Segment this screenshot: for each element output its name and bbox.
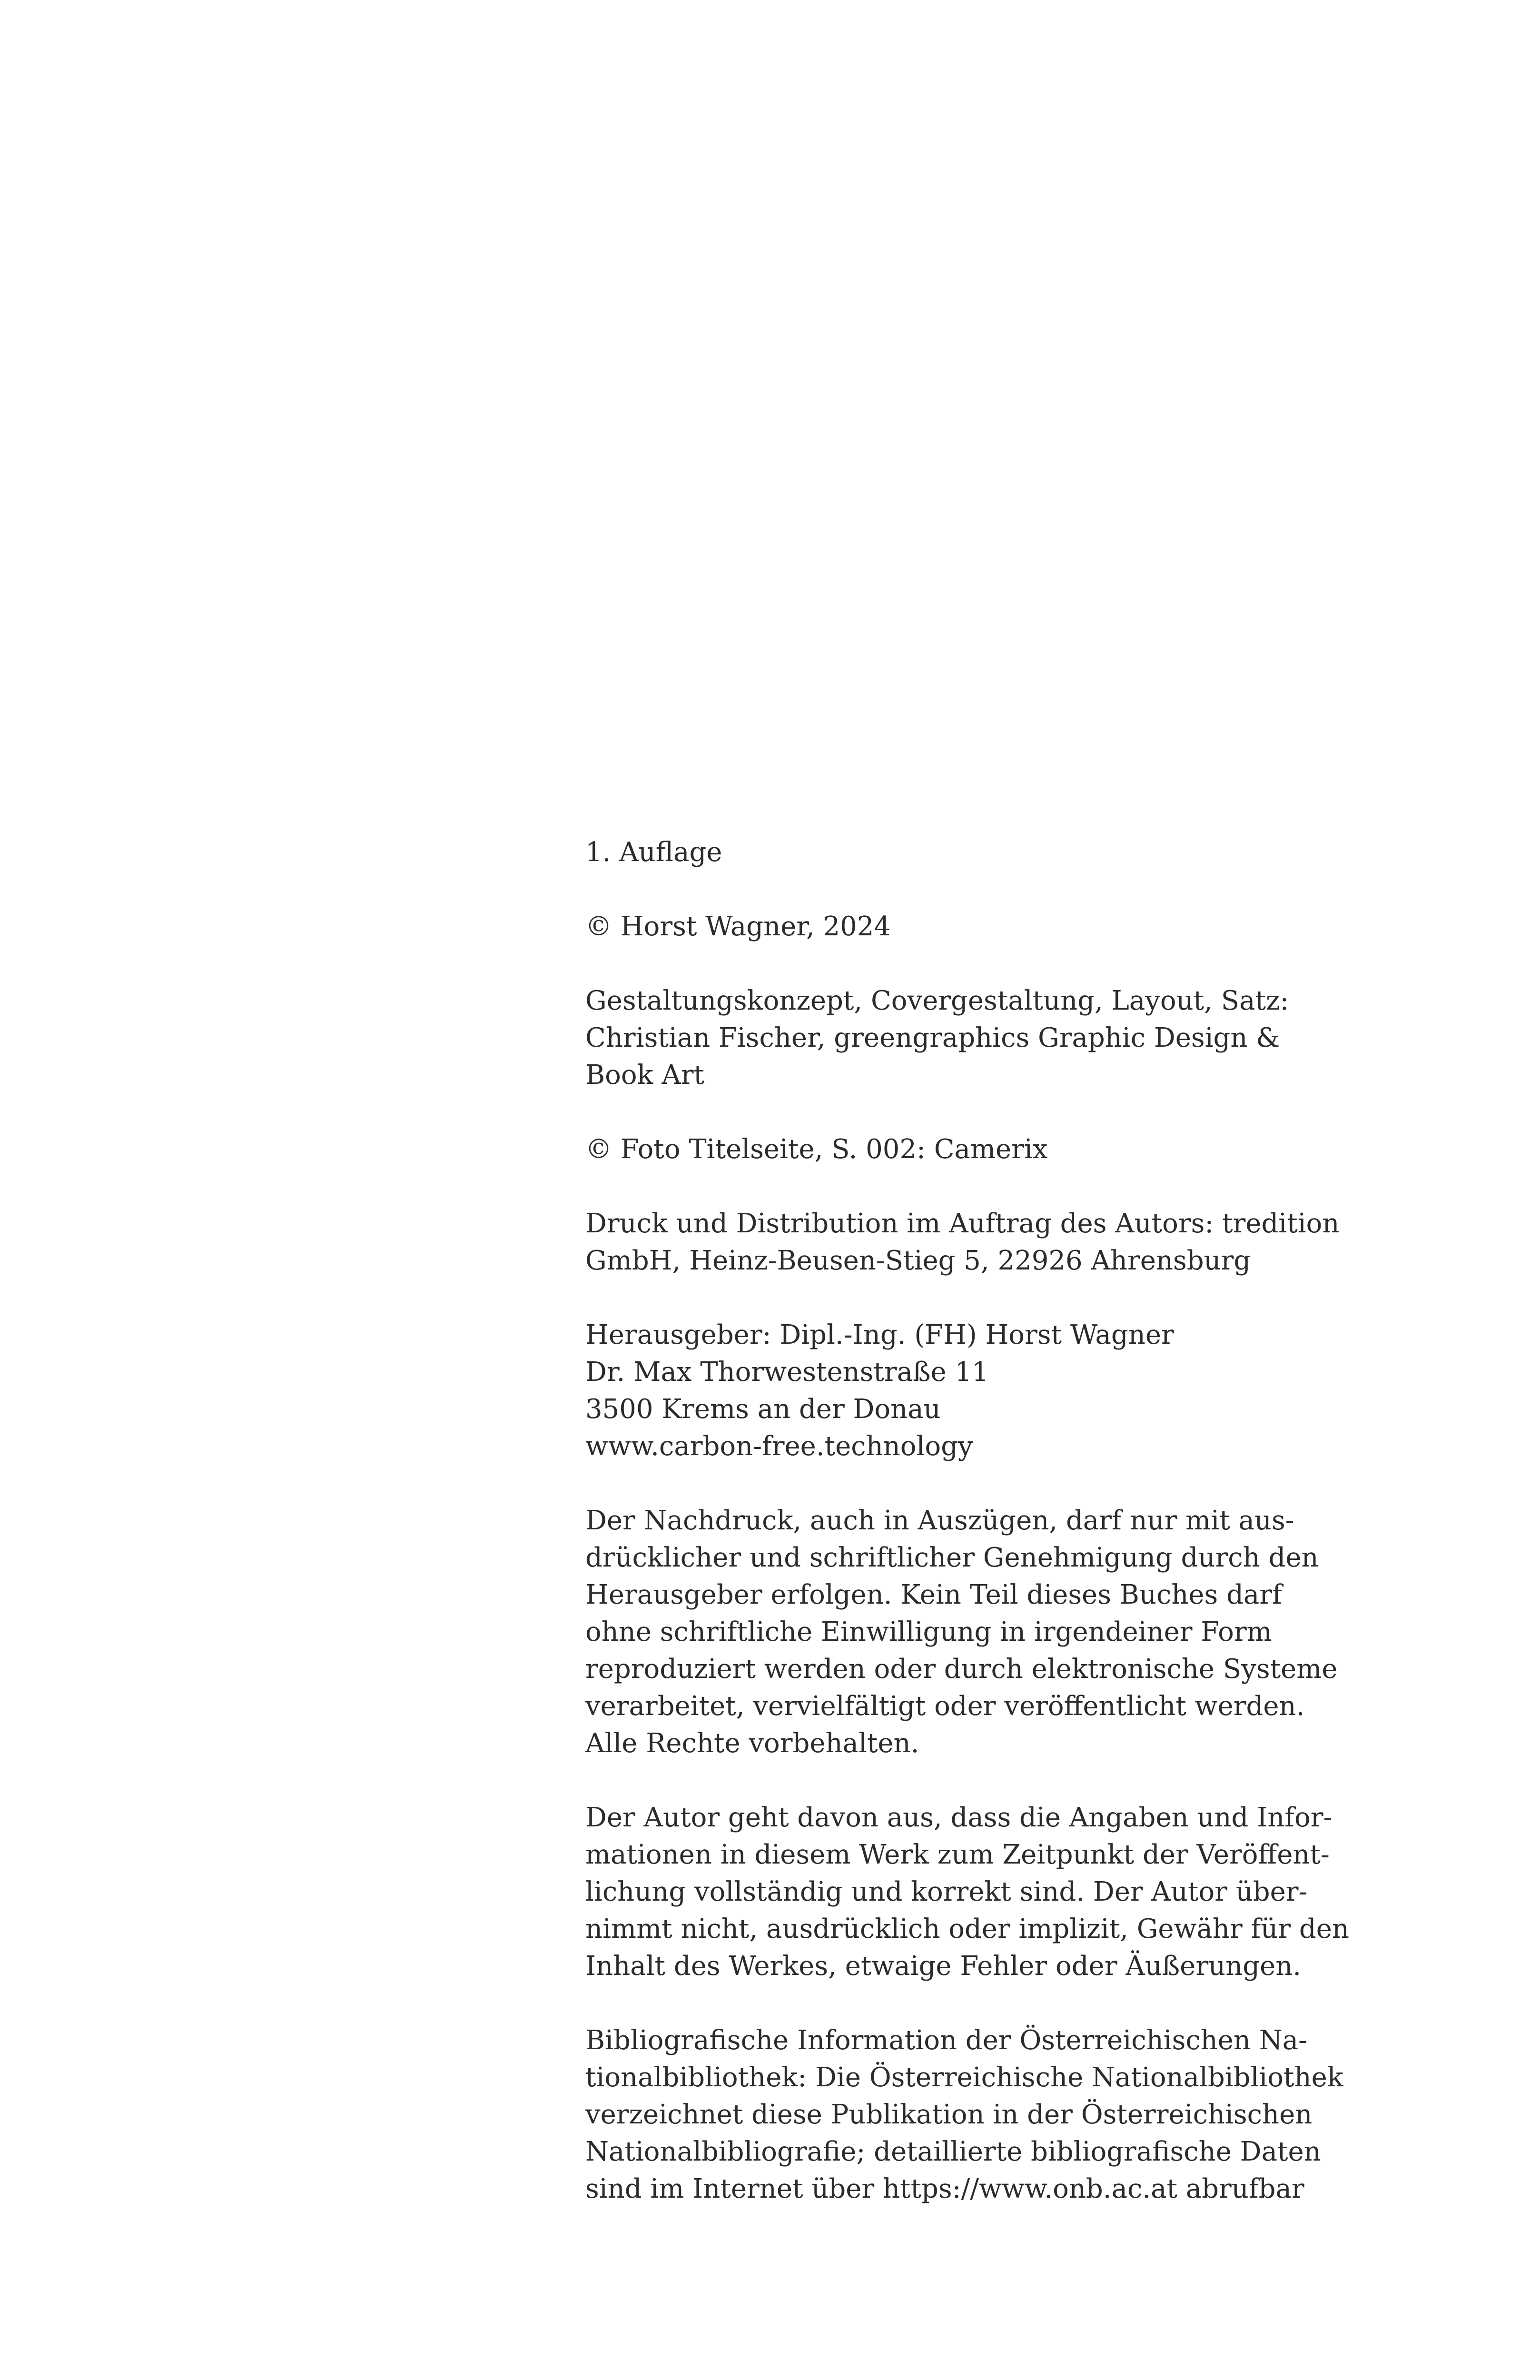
text-line: lichung vollständig und korrekt sind. Der Autor über-	[585, 1876, 1308, 1907]
printing-note	[585, 1205, 1340, 1279]
reprint-notice	[585, 1502, 1338, 1762]
text-line: Herausgeber: Dipl.-Ing. (FH) Horst Wagner	[585, 1319, 1174, 1350]
text-line: Bibliografische Information der Österreichischen Na-	[585, 2025, 1308, 2056]
edition-note	[585, 834, 1328, 871]
text-line: mationen in diesem Werk zum Zeitpunkt der Veröffent-	[585, 1839, 1330, 1870]
text-line: Inhalt des Werkes, etwaige Fehler oder Äußerungen.	[585, 1951, 1302, 1982]
imprint-text	[585, 834, 1349, 2245]
text-line: GmbH, Heinz-Beusen-Stieg 5, 22926 Ahrensburg	[585, 1245, 1251, 1276]
text-line: ohne schriftliche Einwilligung in irgendeiner Form	[585, 1616, 1272, 1647]
text-line: © Foto Titelseite, S. 002: Camerix	[585, 1134, 1048, 1165]
text-line: Gestaltungskonzept, Covergestaltung, Layout, Satz:	[585, 985, 1289, 1016]
text-line: tionalbibliothek: Die Österreichische Nationalbibliothek	[585, 2062, 1343, 2093]
disclaimer-notice	[585, 1799, 1349, 1985]
text-line: verarbeitet, vervielfältigt oder veröffentlicht werden.	[585, 1691, 1305, 1722]
text-line: 1. Auflage	[585, 837, 722, 868]
bibliography-notice	[585, 2022, 1343, 2208]
text-line: nimmt nicht, ausdrücklich oder implizit, Gewähr für den	[585, 1914, 1349, 1944]
photo-credit	[585, 1131, 1328, 1168]
publisher-address	[585, 1317, 1328, 1465]
text-line: © Horst Wagner, 2024	[585, 911, 891, 942]
text-line: Book Art	[585, 1060, 705, 1091]
text-line: Dr. Max Thorwestenstraße 11	[585, 1357, 989, 1388]
text-line: reproduziert werden oder durch elektronische Systeme	[585, 1654, 1338, 1685]
text-line: 3500 Krems an der Donau	[585, 1394, 941, 1425]
text-line: drücklicher und schriftlicher Genehmigung durch den	[585, 1542, 1319, 1573]
website-link[interactable]: www.carbon-free.technology	[585, 1431, 973, 1462]
text-line: Der Nachdruck, auch in Auszügen, darf nur mit aus-	[585, 1505, 1294, 1536]
text-line: verzeichnet diese Publikation in der Österreichischen	[585, 2099, 1313, 2130]
text-line: Herausgeber erfolgen. Kein Teil dieses Buches darf	[585, 1579, 1282, 1610]
text-line: Druck und Distribution im Auftrag des Autors: tredition	[585, 1208, 1340, 1239]
design-credits	[585, 982, 1328, 1094]
text-line: Alle Rechte vorbehalten.	[585, 1728, 919, 1759]
text-line: Nationalbibliografie; detaillierte bibliografische Daten	[585, 2136, 1321, 2167]
text-line: Der Autor geht davon aus, dass die Angaben und Infor-	[585, 1802, 1333, 1833]
copyright-note	[585, 908, 1328, 945]
text-line: sind im Internet über https://www.onb.ac.at abrufbar	[585, 2173, 1304, 2204]
text-line: Christian Fischer, greengraphics Graphic Design &	[585, 1022, 1280, 1053]
